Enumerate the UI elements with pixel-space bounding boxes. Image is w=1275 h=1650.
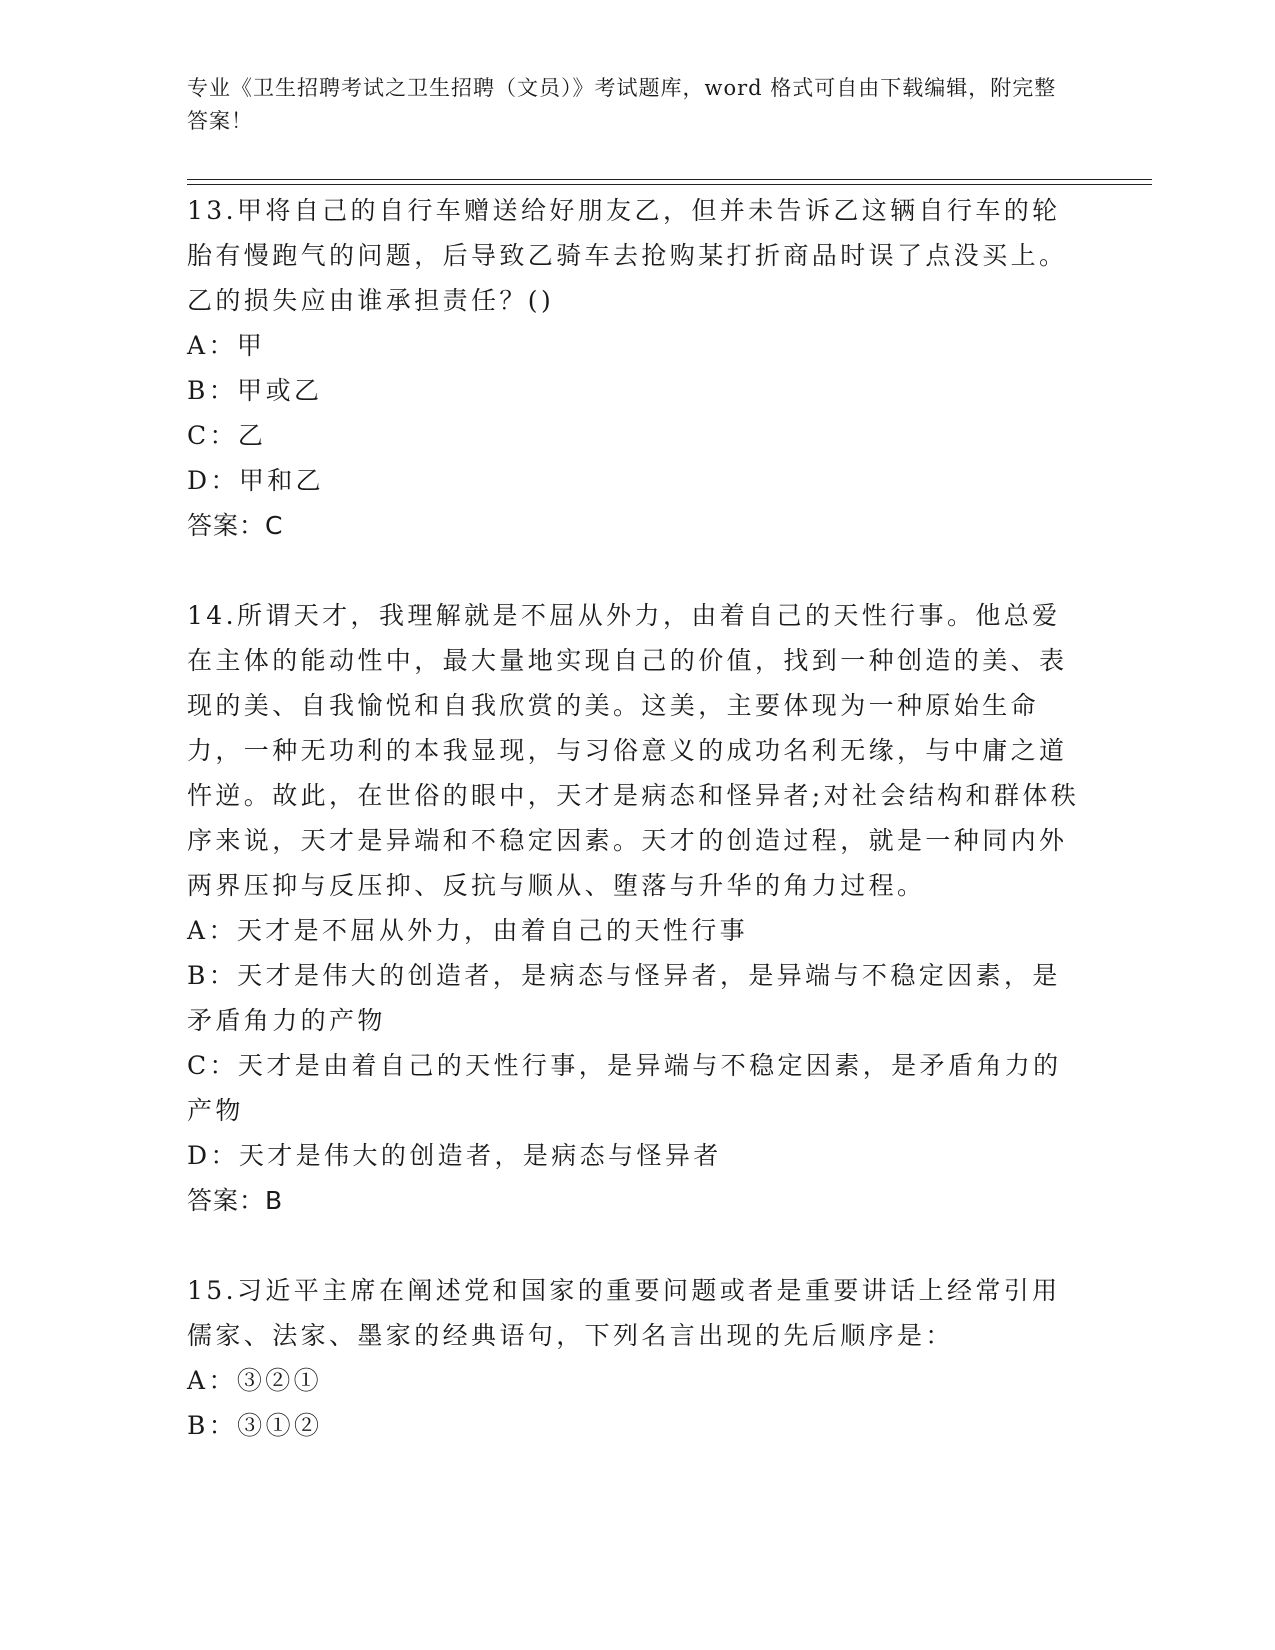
question-15 (187, 1268, 1087, 1448)
option-d: D：天才是伟大的创造者，是病态与怪异者 (187, 1141, 722, 1170)
question-13 (187, 188, 1087, 548)
option-a: A：天才是不屈从外力，由着自己的天性行事 (187, 916, 749, 945)
option-a: A：甲 (187, 331, 266, 360)
question-list (187, 188, 1087, 1448)
option-c: C：乙 (187, 421, 267, 450)
option-b: B：③①② (187, 1411, 323, 1440)
header-rule-top (187, 179, 1152, 180)
question-14 (187, 593, 1087, 1223)
header-rule-bottom (187, 184, 1152, 185)
answer-label: 答案：C (187, 511, 284, 540)
spacer (187, 1223, 1087, 1268)
question-stem: 13.甲将自己的自行车赠送给好朋友乙，但并未告诉乙这辆自行车的轮胎有慢跑气的问题，后导致乙骑车去抢购某打折商品时误了点没买上。乙的损失应由谁承担责任？() (187, 196, 1068, 315)
spacer (187, 548, 1087, 593)
option-b: B：甲或乙 (187, 376, 323, 405)
option-a: A：③②① (187, 1366, 323, 1395)
question-stem: 14.所谓天才，我理解就是不屈从外力，由着自己的天性行事。他总爱在主体的能动性中，最大量地实现自己的价值，找到一种创造的美、表现的美、自我愉悦和自我欣赏的美。这美，主要体现为一种原始生命力，一种无功利的本我显现，与习俗意义的成功名利无缘，与中庸之道忤逆。故此，在世俗的眼中，天才是病态和怪异者;对社会结构和群体秩序来说，天才是异端和不稳定因素。天才的创造过程，就是一种同内外两界压抑与反压抑、反抗与顺从、堕落与升华的角力过程。 (187, 601, 1080, 900)
option-b: B：天才是伟大的创造者，是病态与怪异者，是异端与不稳定因素，是矛盾角力的产物 (187, 961, 1061, 1035)
option-d: D：甲和乙 (187, 466, 325, 495)
answer-label: 答案：B (187, 1186, 284, 1215)
document-header: 专业《卫生招聘考试之卫生招聘（文员）》考试题库，word 格式可自由下载编辑，附完整答案！ (187, 76, 1057, 133)
option-c: C：天才是由着自己的天性行事，是异端与不稳定因素，是矛盾角力的产物 (187, 1051, 1062, 1125)
question-stem: 15.习近平主席在阐述党和国家的重要问题或者是重要讲话上经常引用儒家、法家、墨家的经典语句，下列名言出现的先后顺序是： (187, 1276, 1061, 1350)
